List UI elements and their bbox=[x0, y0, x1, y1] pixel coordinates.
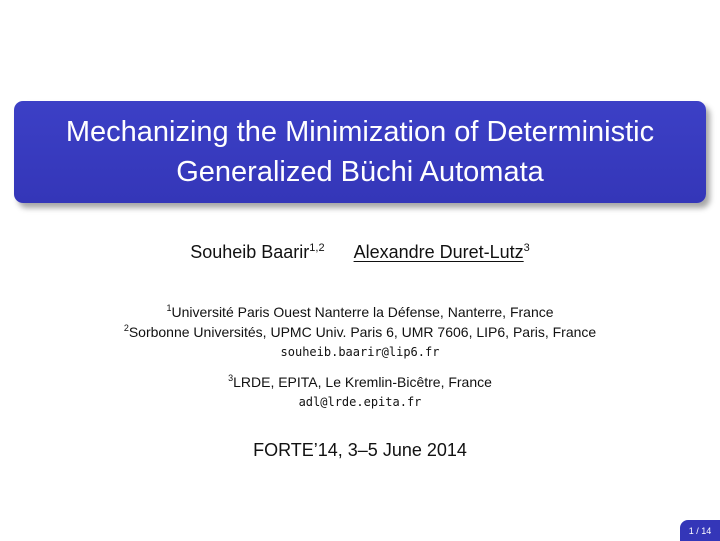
email-baarir: souheib.baarir@lip6.fr bbox=[280, 345, 440, 359]
affiliation-text: Sorbonne Universités, UPMC Univ. Paris 6, UMR 7606, LIP6, Paris, France bbox=[128, 324, 597, 340]
affiliation-3 bbox=[0, 374, 720, 390]
affiliation-mark: 3 bbox=[228, 373, 234, 383]
authors bbox=[0, 242, 720, 263]
author-affiliation-mark: 3 bbox=[523, 242, 530, 254]
page-number-badge bbox=[680, 520, 720, 541]
affiliation-text: LRDE, EPITA, Le Kremlin-Bicêtre, France bbox=[233, 374, 492, 390]
affiliation-mark: 1 bbox=[166, 303, 172, 313]
author-name: Alexandre Duret-Lutz bbox=[353, 242, 524, 262]
title-box bbox=[14, 101, 706, 203]
author-name: Souheib Baarir bbox=[190, 242, 310, 262]
author-baarir bbox=[190, 242, 324, 263]
affiliation-2 bbox=[0, 324, 720, 340]
title-line-1: Mechanizing the Minimization of Deterministic bbox=[65, 116, 655, 148]
email-duret-lutz: adl@lrde.epita.fr bbox=[298, 395, 422, 409]
author-affiliation-mark: 1,2 bbox=[309, 242, 325, 254]
conference-line: FORTE’14, 3–5 June 2014 bbox=[253, 440, 467, 460]
affiliation-text: Université Paris Ouest Nanterre la Défense, Nanterre, France bbox=[171, 304, 554, 320]
page-number: 1 / 14 bbox=[688, 525, 712, 536]
title-line-2: Generalized Büchi Automata bbox=[176, 156, 544, 188]
affiliation-1 bbox=[0, 304, 720, 320]
affiliation-mark: 2 bbox=[123, 323, 129, 333]
author-duret-lutz bbox=[354, 242, 530, 263]
